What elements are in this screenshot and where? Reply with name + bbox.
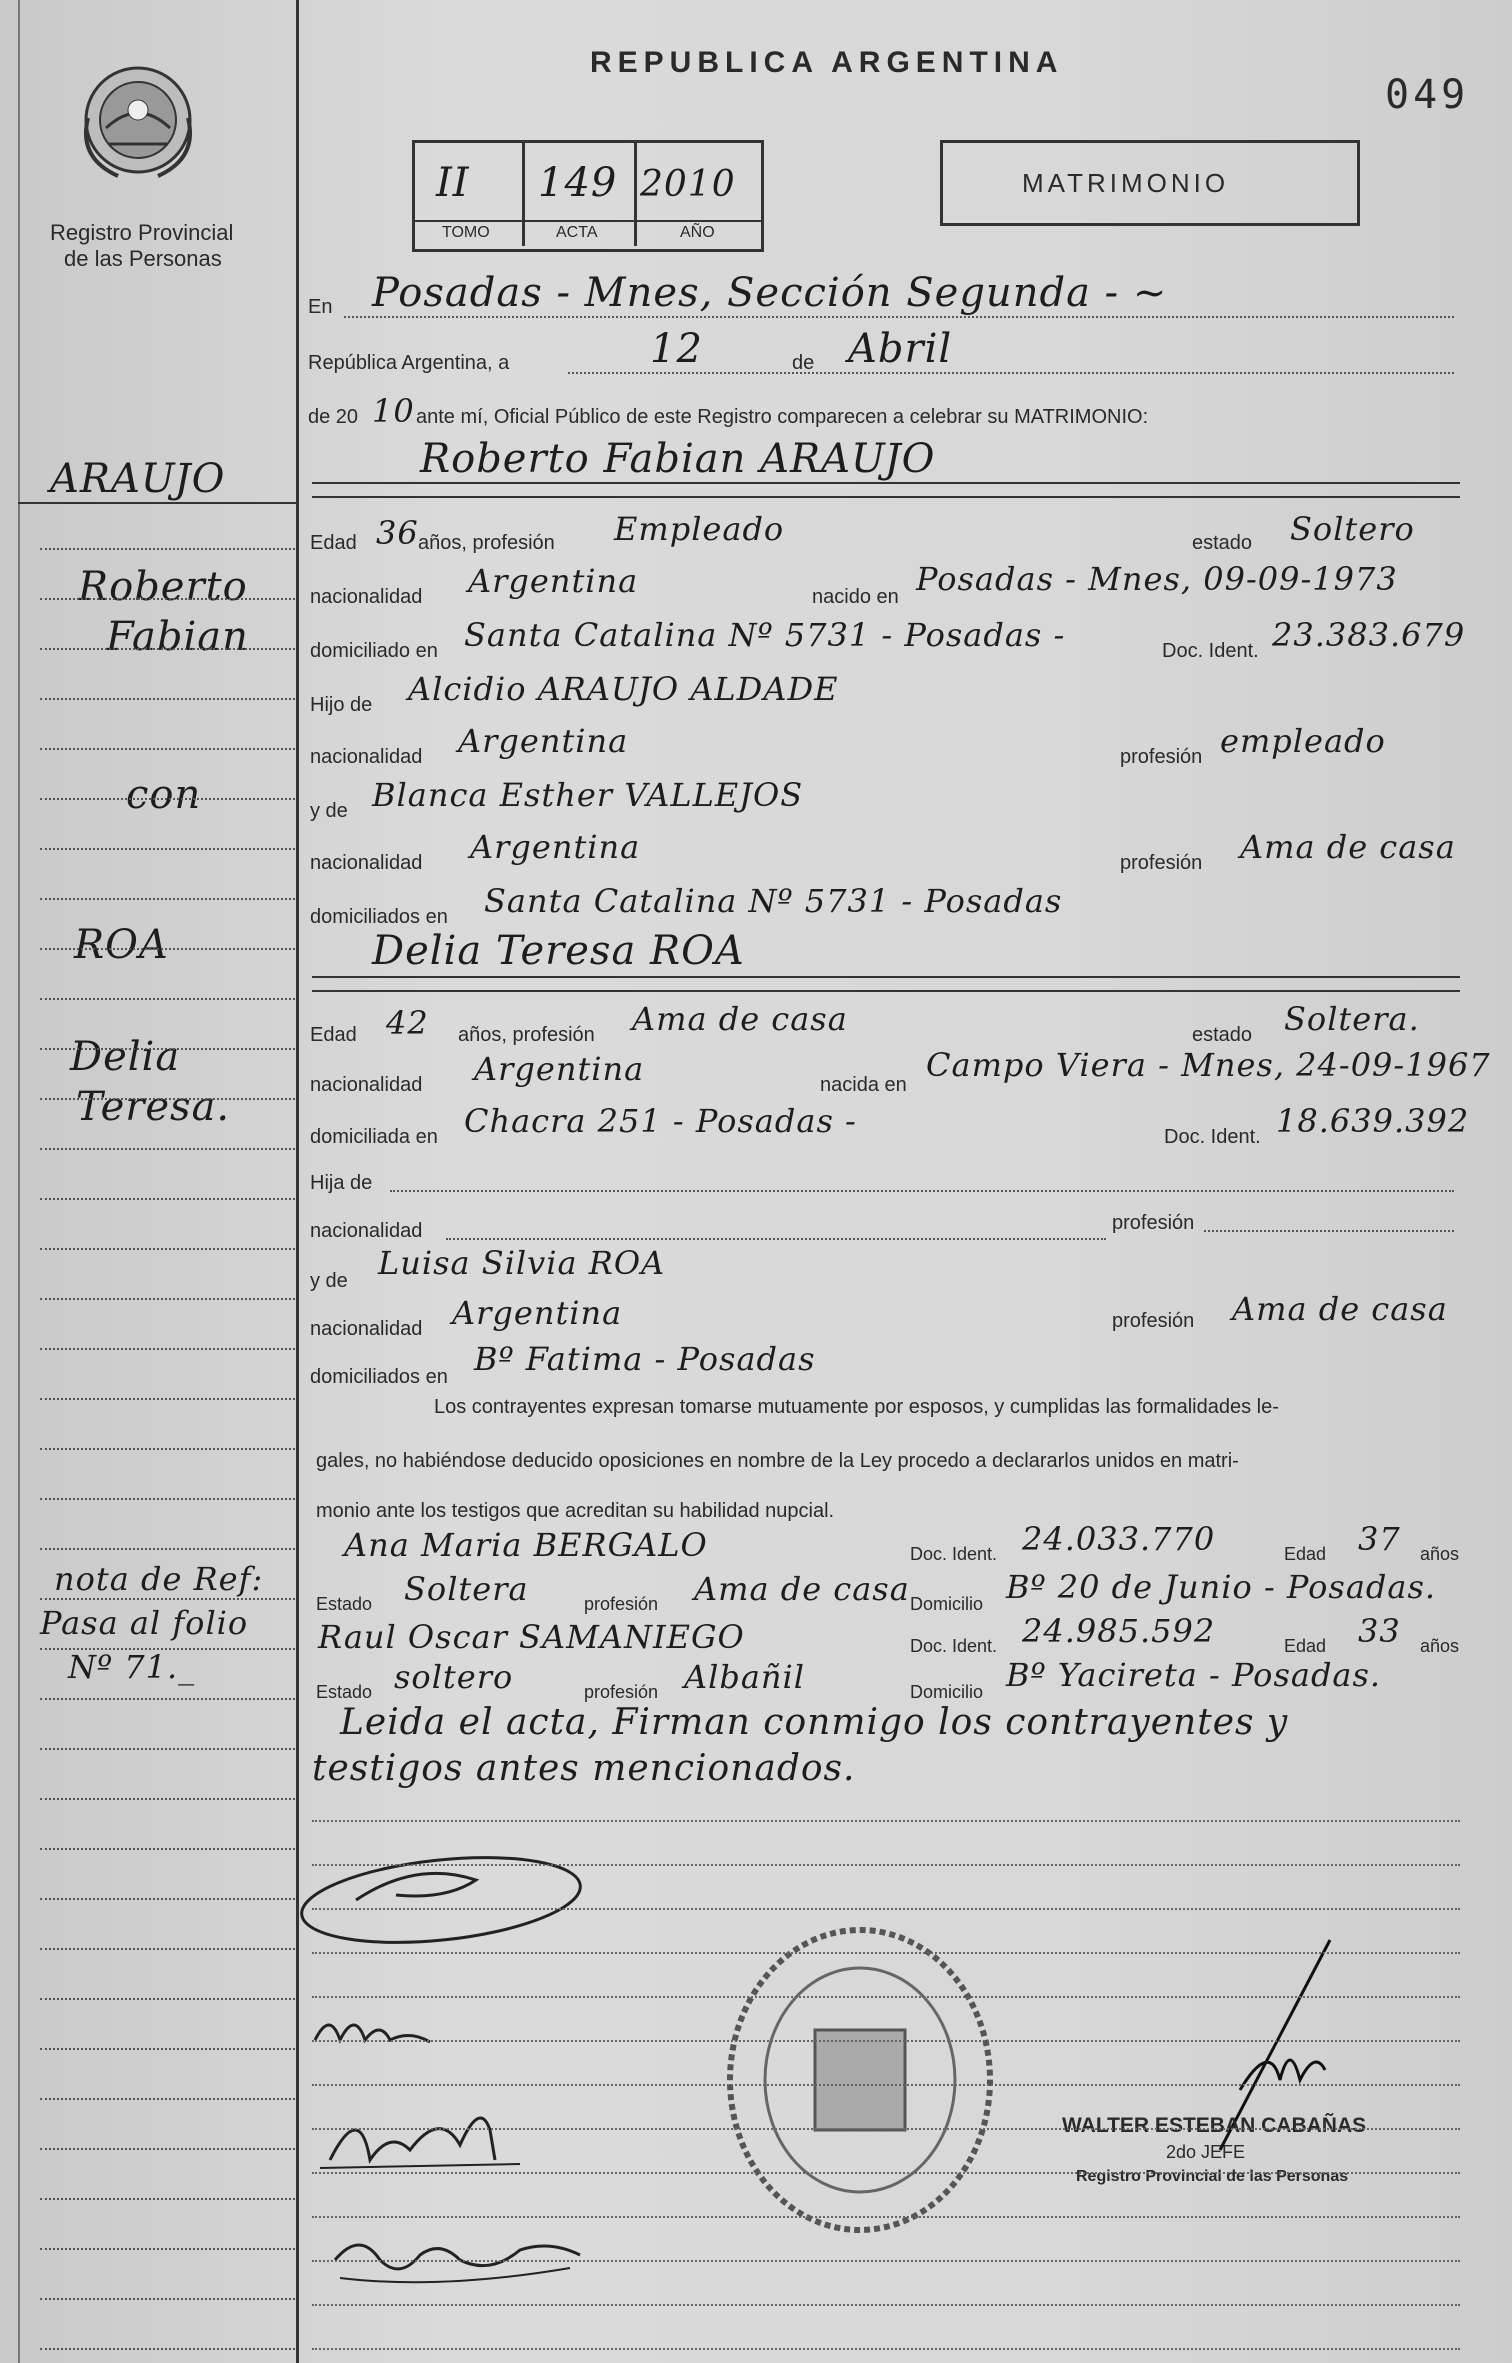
witness1-age: 37 [1358,1520,1401,1558]
label-edad-w2: Edad [1284,1636,1327,1656]
margin-groom-name1: Roberto [78,564,248,610]
witness2-doc: 24.985.592 [1022,1612,1216,1650]
bride-mother: Luisa Silvia ROA [378,1244,666,1282]
legal-text-2: gales, no habiéndose deducido oposiciones en nombre de la Ley procedo a declararlos unidos en matri- [316,1450,1239,1472]
bride-parents-address: Bº Fatima - Posadas [474,1340,816,1378]
margin-note-2: Pasa al folio [40,1604,249,1642]
margin-rule [40,998,295,1000]
signature-witness1 [310,2090,530,2180]
bride-full-name: Delia Teresa ROA [372,928,745,974]
bride-profession: Ama de casa [632,1000,848,1038]
official-name: WALTER ESTEBAN CABAÑAS [1062,2114,1367,2137]
margin-rule [40,1198,295,1200]
label-domicilio-w1: Domicilio [910,1594,984,1614]
margin-groom-surname: ARAUJO [50,456,226,502]
rule-hija [390,1190,1454,1192]
label-yde-groom: y de [310,800,348,822]
margin-rule [40,648,295,650]
witness1-domicile: Bº 20 de Junio - Posadas. [1006,1568,1437,1606]
label-yde-bride: y de [310,1270,348,1292]
label-dom-bride: domiciliada en [310,1126,438,1148]
groom-parents-address: Santa Catalina Nº 5731 - Posadas [484,882,1063,920]
label-doc-groom: Doc. Ident. [1162,640,1259,662]
signature-groom [296,1840,596,1960]
margin-rule [40,2198,295,2200]
margin-rule [40,598,295,600]
witness1-name: Ana Maria BERGALO [344,1526,708,1564]
ano-label: AÑO [680,224,715,241]
label-doc-w1: Doc. Ident. [910,1544,998,1564]
margin-rule [40,948,295,950]
label-prof-w2: profesión [584,1682,659,1702]
year-digits: 10 [372,392,415,430]
ano-value: 2010 [640,164,736,205]
margin-rule [40,2248,295,2250]
label-doc-bride: Doc. Ident. [1164,1126,1261,1148]
witness2-age: 33 [1358,1612,1401,1650]
body-rule [312,2040,1460,2042]
official-title: 2do JEFE [1166,2142,1246,2162]
official-stamp [720,1920,1000,2240]
legal-text-1: Los contrayentes expresan tomarse mutuamente por esposos, y cumplidas las formalidades le- [434,1396,1279,1418]
margin-rule [40,1298,295,1300]
margin-bride-name2: Teresa. [76,1084,231,1130]
bmother-profession: Ama de casa [1232,1290,1448,1328]
bride-name-rule [312,976,1460,978]
margin-rule [40,1398,295,1400]
label-anos-prof-groom: años, profesión [418,532,555,554]
label-estado-w1: Estado [316,1594,373,1614]
label-prof-bmother: profesión [1112,1310,1195,1332]
margin-rule [40,1998,295,2000]
bride-birth: Campo Viera - Mnes, 24-09-1967 [926,1046,1491,1084]
margin-rule [40,1048,295,1050]
label-de-year: de 20 [308,406,359,428]
label-doms-groom: domiciliados en [310,906,448,928]
margin-rule [40,1798,295,1800]
margin-rule [40,1698,295,1700]
margin-rule [40,1248,295,1250]
witness2-profession: Albañil [684,1658,805,1696]
margin-rule [40,1848,295,1850]
label-doms-bride: domiciliados en [310,1366,448,1388]
margin-rule [40,1948,295,1950]
label-hija: Hija de [310,1172,373,1194]
margin-rule [40,798,295,800]
margin-connector: con [126,772,202,818]
label-doc-w2: Doc. Ident. [910,1636,998,1656]
label-domicilio-w2: Domicilio [910,1682,984,1702]
label-en: En [308,296,333,318]
label-edad-bride: Edad [310,1024,357,1046]
margin-rule [40,698,295,700]
margin-rule [40,1548,295,1550]
box-divider-1 [522,140,525,246]
mother-nationality: Argentina [470,828,641,866]
rule-bfather-nat [446,1238,1106,1240]
record-type: MATRIMONIO [1022,168,1230,198]
bride-name-rule-2 [312,990,1460,992]
groom-father: Alcidio ARAUJO ALDADE [408,670,839,708]
acta-label: ACTA [556,224,598,241]
rule-bfather-prof [1204,1230,1454,1232]
bride-address: Chacra 251 - Posadas - [464,1102,857,1140]
margin-rule [40,1348,295,1350]
groom-nationality: Argentina [468,562,639,600]
month-value: Abril [848,326,953,372]
rule-date [568,372,1454,374]
margin-rule [40,898,295,900]
left-edge-rule [18,0,20,2363]
body-rule [312,2260,1460,2262]
witness1-doc: 24.033.770 [1022,1520,1216,1558]
margin-rule [40,1498,295,1500]
label-edad-groom: Edad [310,532,357,554]
body-rule [312,2216,1460,2218]
body-rule [312,2304,1460,2306]
label-nac-bmother: nacionalidad [310,1318,423,1340]
witness1-state: Soltera [404,1570,529,1608]
label-anos-prof-bride: años, profesión [458,1024,595,1046]
body-rule [312,1952,1460,1954]
margin-note-1: nota de Ref: [54,1560,264,1598]
groom-full-name: Roberto Fabian ARAUJO [420,436,936,482]
body-rule [312,1996,1460,1998]
closing-line-1: Leida el acta, Firman conmigo los contrayentes y [340,1702,1289,1743]
margin-rule [40,1748,295,1750]
label-estado-groom: estado [1192,532,1253,554]
label-nacida: nacida en [820,1074,907,1096]
groom-mother: Blanca Esther VALLEJOS [372,776,804,814]
provincial-seal [78,58,198,188]
groom-doc: 23.383.679 [1272,616,1466,654]
label-prof-father: profesión [1120,746,1203,768]
official-org: Registro Provincial de las Personas [1076,2168,1349,2185]
margin-rule [40,1148,295,1150]
margin-rule [40,1648,295,1650]
label-nac-groom: nacionalidad [310,586,423,608]
day-value: 12 [650,326,703,372]
body-rule [312,2348,1460,2350]
bride-doc: 18.639.392 [1276,1102,1470,1140]
margin-rule [40,748,295,750]
tomo-value: II [436,160,470,206]
witness2-name: Raul Oscar SAMANIEGO [318,1618,745,1656]
father-nationality: Argentina [458,722,629,760]
label-dom-groom: domiciliado en [310,640,438,662]
groom-birth: Posadas - Mnes, 09-09-1973 [916,560,1398,598]
rule-en [344,316,1454,318]
margin-rule [40,1898,295,1900]
groom-profession: Empleado [614,510,785,548]
place-value: Posadas - Mnes, Sección Segunda - ~ [372,270,1168,316]
body-rule [312,2128,1460,2130]
bride-nationality: Argentina [474,1050,645,1088]
signature-bride [310,2000,450,2060]
bride-age: 42 [386,1004,429,1042]
groom-age: 36 [376,514,419,552]
witness2-state: soltero [394,1658,514,1696]
acta-value: 149 [538,160,618,206]
body-rule [312,2172,1460,2174]
margin-bride-surname: ROA [74,922,169,968]
mother-profession: Ama de casa [1240,828,1456,866]
label-anos-w1: años [1420,1544,1460,1564]
margin-groom-name2: Fabian [106,614,249,660]
witness1-profession: Ama de casa [694,1570,910,1608]
left-margin-rule [296,0,299,2363]
margin-rule [40,1098,295,1100]
margin-rule [40,1598,295,1600]
label-prof-bfather: profesión [1112,1212,1195,1234]
body-rule [312,1864,1460,1866]
label-prof-mother: profesión [1120,852,1203,874]
margin-rule [40,2048,295,2050]
father-profession: empleado [1220,722,1386,760]
registry-name-line1: Registro Provincial [50,220,234,245]
body-rule [312,2084,1460,2086]
label-estado-bride: estado [1192,1024,1253,1046]
bride-state: Soltera. [1284,1000,1420,1038]
closing-line-2: testigos antes mencionados. [312,1748,856,1789]
label-republica: República Argentina, a [308,352,510,374]
page-number: 049 [1385,72,1470,118]
label-nac-father: nacionalidad [310,746,423,768]
margin-rule [40,2298,295,2300]
registry-name-line2: de las Personas [64,246,222,271]
bmother-nationality: Argentina [452,1294,623,1332]
legal-text-3: monio ante los testigos que acreditan su habilidad nupcial. [316,1500,835,1522]
label-comparecen: ante mí, Oficial Público de este Registro comparecen a celebrar su MATRIMONIO: [416,406,1149,428]
label-nac-bride: nacionalidad [310,1074,423,1096]
label-edad-w1: Edad [1284,1544,1327,1564]
margin-rule [40,1448,295,1450]
label-nac-mother: nacionalidad [310,852,423,874]
margin-rule [40,848,295,850]
margin-surname-rule [18,502,296,504]
label-de-month: de [792,352,815,374]
body-rule [312,1908,1460,1910]
box-label-rule [412,220,761,222]
label-nacido: nacido en [812,586,899,608]
groom-name-rule-2 [312,496,1460,498]
margin-rule [40,2348,295,2350]
margin-rule [40,2098,295,2100]
label-anos-w2: años [1420,1636,1460,1656]
groom-address: Santa Catalina Nº 5731 - Posadas - [464,616,1066,654]
body-rule [312,1820,1460,1822]
country-title: REPUBLICA ARGENTINA [590,46,1064,79]
margin-rule [40,2148,295,2150]
margin-note-3: Nº 71._ [68,1648,196,1686]
tomo-label: TOMO [442,224,490,241]
margin-rule [40,548,295,550]
groom-state: Soltero [1290,510,1415,548]
label-estado-w2: Estado [316,1682,373,1702]
margin-bride-name1: Delia [70,1034,181,1080]
witness2-domicile: Bº Yacireta - Posadas. [1006,1656,1382,1694]
label-nac-bfather: nacionalidad [310,1220,423,1242]
label-hijo: Hijo de [310,694,373,716]
box-divider-2 [634,140,637,246]
groom-name-rule [312,482,1460,484]
label-prof-w1: profesión [584,1594,659,1614]
